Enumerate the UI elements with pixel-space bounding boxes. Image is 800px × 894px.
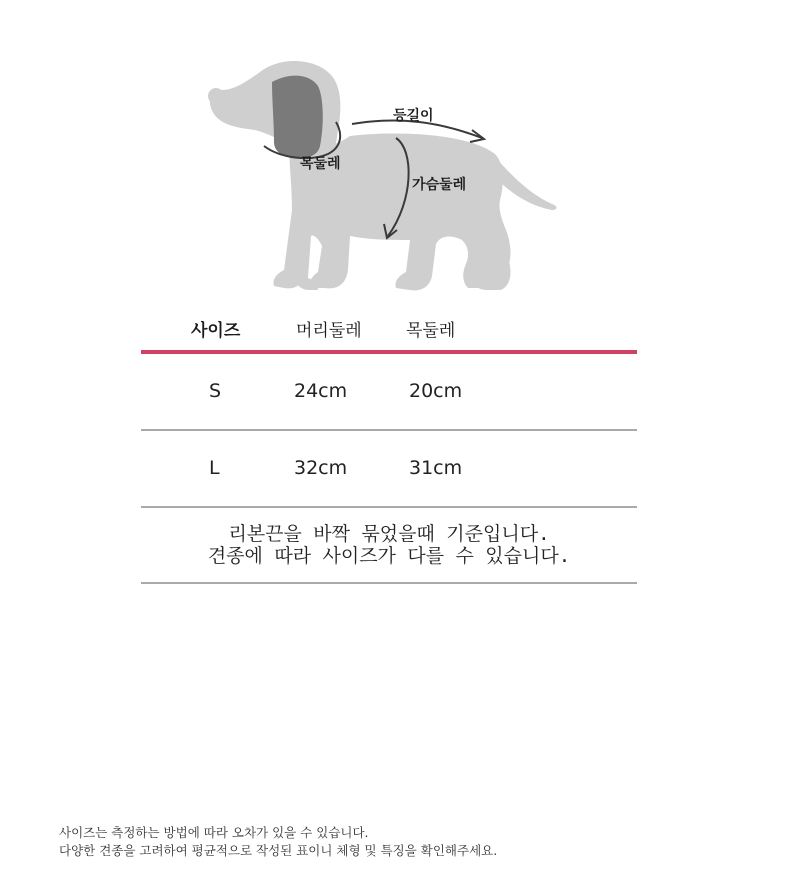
row-head-value: 24cm — [294, 380, 348, 402]
neck-label: 목둘레 — [300, 156, 341, 172]
row-neck-value: 31cm — [409, 457, 463, 479]
table-header-row — [141, 308, 637, 354]
header-size: 사이즈 — [191, 321, 241, 341]
header-head-circumference: 머리둘레 — [296, 321, 362, 341]
size-table — [141, 308, 637, 584]
row-size-value: L — [209, 457, 220, 479]
table-note-line: 리본끈을 바짝 묶었을때 기준입니다. — [228, 523, 550, 545]
table-note-row — [141, 508, 637, 584]
dog-ear — [272, 76, 323, 159]
table-row — [141, 354, 637, 431]
dog-measurement-diagram — [200, 50, 570, 300]
header-neck-circumference: 목둘레 — [406, 321, 456, 341]
footer-note-line: 다양한 견종을 고려하여 평균적으로 작성된 표이니 체형 및 특징을 확인해주세요. — [59, 843, 498, 858]
row-neck-value: 20cm — [409, 380, 463, 402]
footer-notes — [59, 824, 497, 860]
chest-label: 가슴둘레 — [412, 177, 467, 193]
row-size-value: S — [209, 380, 222, 402]
back-length-label: 등길이 — [393, 108, 434, 124]
table-row — [141, 431, 637, 508]
row-head-value: 32cm — [294, 457, 348, 479]
dog-silhouette-svg — [200, 50, 570, 300]
footer-note-line: 사이즈는 측정하는 방법에 따라 오차가 있을 수 있습니다. — [59, 825, 369, 840]
table-note-line: 견종에 따라 사이즈가 다를 수 있습니다. — [207, 545, 571, 567]
dog-silhouette — [208, 61, 557, 290]
